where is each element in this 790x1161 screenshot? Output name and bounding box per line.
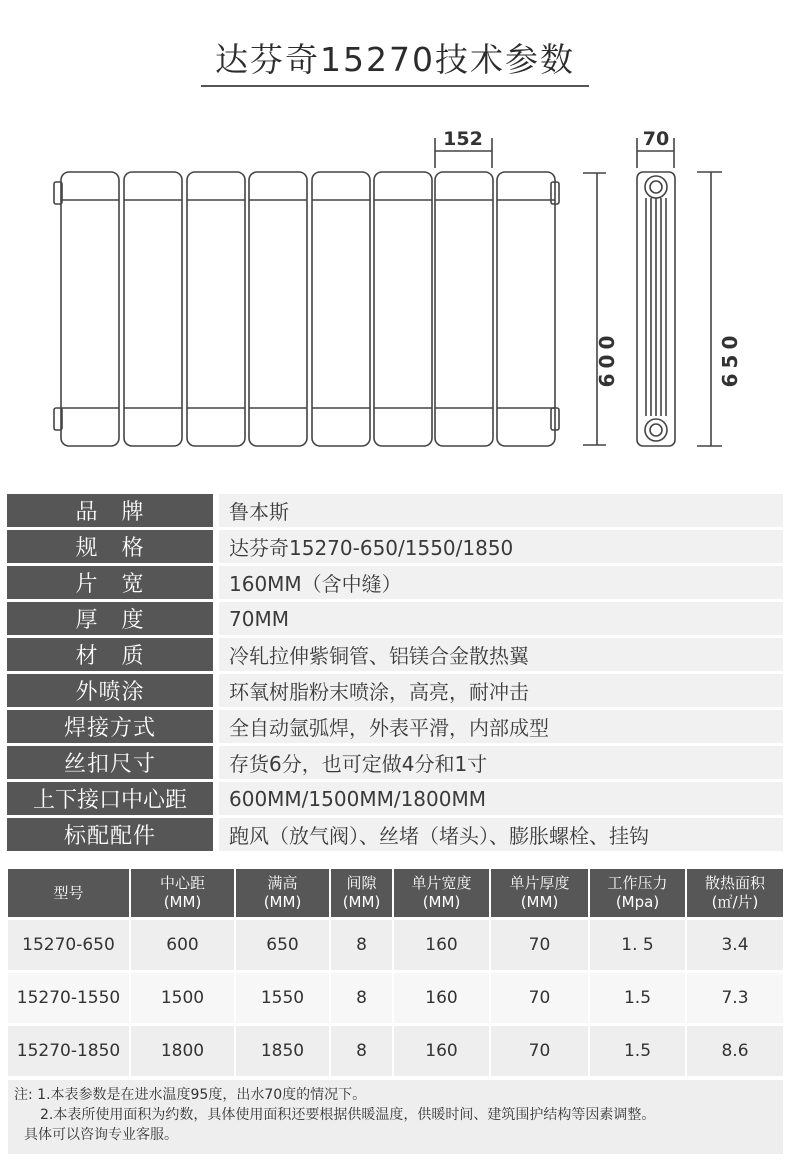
spec-label: 外喷涂 (7, 674, 213, 707)
spec-label: 焊接方式 (7, 710, 213, 743)
table-cell: 8 (330, 919, 393, 972)
spec-label: 规 格 (7, 530, 213, 563)
note-line: 2.本表所使用面积为约数，具体使用面积还要根据供暖温度，供暖时间、建筑围护结构等因素调整。 (40, 1107, 656, 1123)
header-unit: (Mpa) (615, 893, 660, 911)
table-header (686, 869, 783, 919)
radiator-section (249, 172, 307, 446)
full-height-dimension (697, 172, 722, 446)
spec-row-coating (7, 674, 783, 707)
table-cell: 15270-1550 (8, 972, 130, 1025)
table-cell: 15270-1850 (8, 1025, 130, 1077)
spec-value: 达芬奇15270-650/1550/1850 (219, 530, 783, 563)
table-header (130, 869, 235, 919)
spec-row-center-distance (7, 782, 783, 815)
table-cell: 1800 (130, 1025, 235, 1077)
header-line: 型号 (53, 883, 84, 902)
header-unit: (MM) (263, 893, 302, 911)
table-cell: 1.5 (589, 1025, 686, 1077)
radiator-section (124, 172, 182, 446)
header-unit: (MM) (520, 893, 559, 911)
table-cell: 1850 (235, 1025, 330, 1077)
table-row (8, 919, 783, 972)
radiator-diagram (0, 110, 790, 455)
header-line: 单片宽度 (411, 874, 472, 892)
header-line: 散热面积 (704, 874, 765, 892)
spec-row-thread-size (7, 746, 783, 779)
spec-value: 全自动氩弧焊，外表平滑，内部成型 (219, 710, 783, 743)
page-title: 达芬奇15270技术参数 (201, 34, 589, 87)
section-width-label: 152 (443, 128, 483, 150)
spec-row-model (7, 530, 783, 563)
spec-row-accessories (7, 818, 783, 851)
spec-row-material (7, 638, 783, 671)
radiator-section (497, 172, 555, 446)
spec-value: 跑风（放气阀）、丝堵（堵头）、膨胀螺栓、挂钩 (219, 818, 783, 851)
table-cell: 160 (393, 1025, 490, 1077)
spec-value: 存货6分，也可定做4分和1寸 (219, 746, 783, 779)
table-cell: 160 (393, 919, 490, 972)
spec-label: 品 牌 (7, 494, 213, 527)
spec-list (7, 494, 783, 854)
table-header (8, 869, 130, 919)
header-line: 单片厚度 (509, 874, 570, 892)
spec-row-thickness (7, 602, 783, 635)
note-line: 具体可以咨询专业客服。 (24, 1127, 178, 1143)
spec-value: 160MM（含中缝） (219, 566, 783, 599)
note-line: 注: 1.本表参数是在进水温度95度，出水70度的情况下。 (14, 1087, 367, 1103)
header-unit: (MM) (163, 893, 202, 911)
header-unit: (MM) (342, 893, 381, 911)
header-unit: (MM) (422, 893, 461, 911)
spec-label: 厚 度 (7, 602, 213, 635)
parameter-table (8, 869, 783, 1076)
notes-box (8, 1080, 783, 1154)
spec-label: 片 宽 (7, 566, 213, 599)
radiator-section (61, 172, 119, 446)
table-cell: 7.3 (686, 972, 783, 1025)
table-cell: 1.5 (589, 972, 686, 1025)
full-height-label: 650 (718, 330, 742, 388)
header-line: 间隙 (346, 874, 377, 892)
spec-value: 70MM (219, 602, 783, 635)
table-row (8, 1025, 783, 1077)
spec-row-welding (7, 710, 783, 743)
table-cell: 1550 (235, 972, 330, 1025)
header-unit: (㎡/片) (711, 893, 759, 911)
table-header (589, 869, 686, 919)
table-header (393, 869, 490, 919)
spec-label: 标配配件 (7, 818, 213, 851)
table-cell: 1. 5 (589, 919, 686, 972)
table-header (490, 869, 589, 919)
spec-label: 材 质 (7, 638, 213, 671)
spec-row-brand (7, 494, 783, 527)
table-cell: 160 (393, 972, 490, 1025)
radiator-section (374, 172, 432, 446)
header-line: 工作压力 (607, 874, 668, 892)
table-row (8, 972, 783, 1025)
header-line: 中心距 (159, 874, 205, 892)
table-cell: 1500 (130, 972, 235, 1025)
table-cell: 8 (330, 972, 393, 1025)
table-cell: 70 (490, 919, 589, 972)
spec-value: 鲁本斯 (219, 494, 783, 527)
table-cell: 15270-650 (8, 919, 130, 972)
table-cell: 3.4 (686, 919, 783, 972)
spec-value: 600MM/1500MM/1800MM (219, 782, 783, 815)
table-cell: 70 (490, 972, 589, 1025)
radiator-section (187, 172, 245, 446)
table-cell: 8.6 (686, 1025, 783, 1077)
spec-value: 冷轧拉伸紫铜管、铝镁合金散热翼 (219, 638, 783, 671)
radiator-section (312, 172, 370, 446)
center-distance-label: 600 (595, 330, 619, 388)
table-cell: 8 (330, 1025, 393, 1077)
header-line: 满高 (267, 874, 298, 892)
depth-label: 70 (642, 128, 670, 150)
spec-label: 丝扣尺寸 (7, 746, 213, 779)
table-header (330, 869, 393, 919)
table-header-row (8, 869, 783, 919)
center-distance-dimension (583, 173, 606, 445)
spec-row-section-width (7, 566, 783, 599)
table-cell: 70 (490, 1025, 589, 1077)
spec-value: 环氧树脂粉末喷涂，高亮，耐冲击 (219, 674, 783, 707)
table-cell: 650 (235, 919, 330, 972)
table-header (235, 869, 330, 919)
radiator-section (435, 172, 493, 446)
spec-label: 上下接口中心距 (7, 782, 213, 815)
side-view (637, 172, 675, 446)
table-cell: 600 (130, 919, 235, 972)
